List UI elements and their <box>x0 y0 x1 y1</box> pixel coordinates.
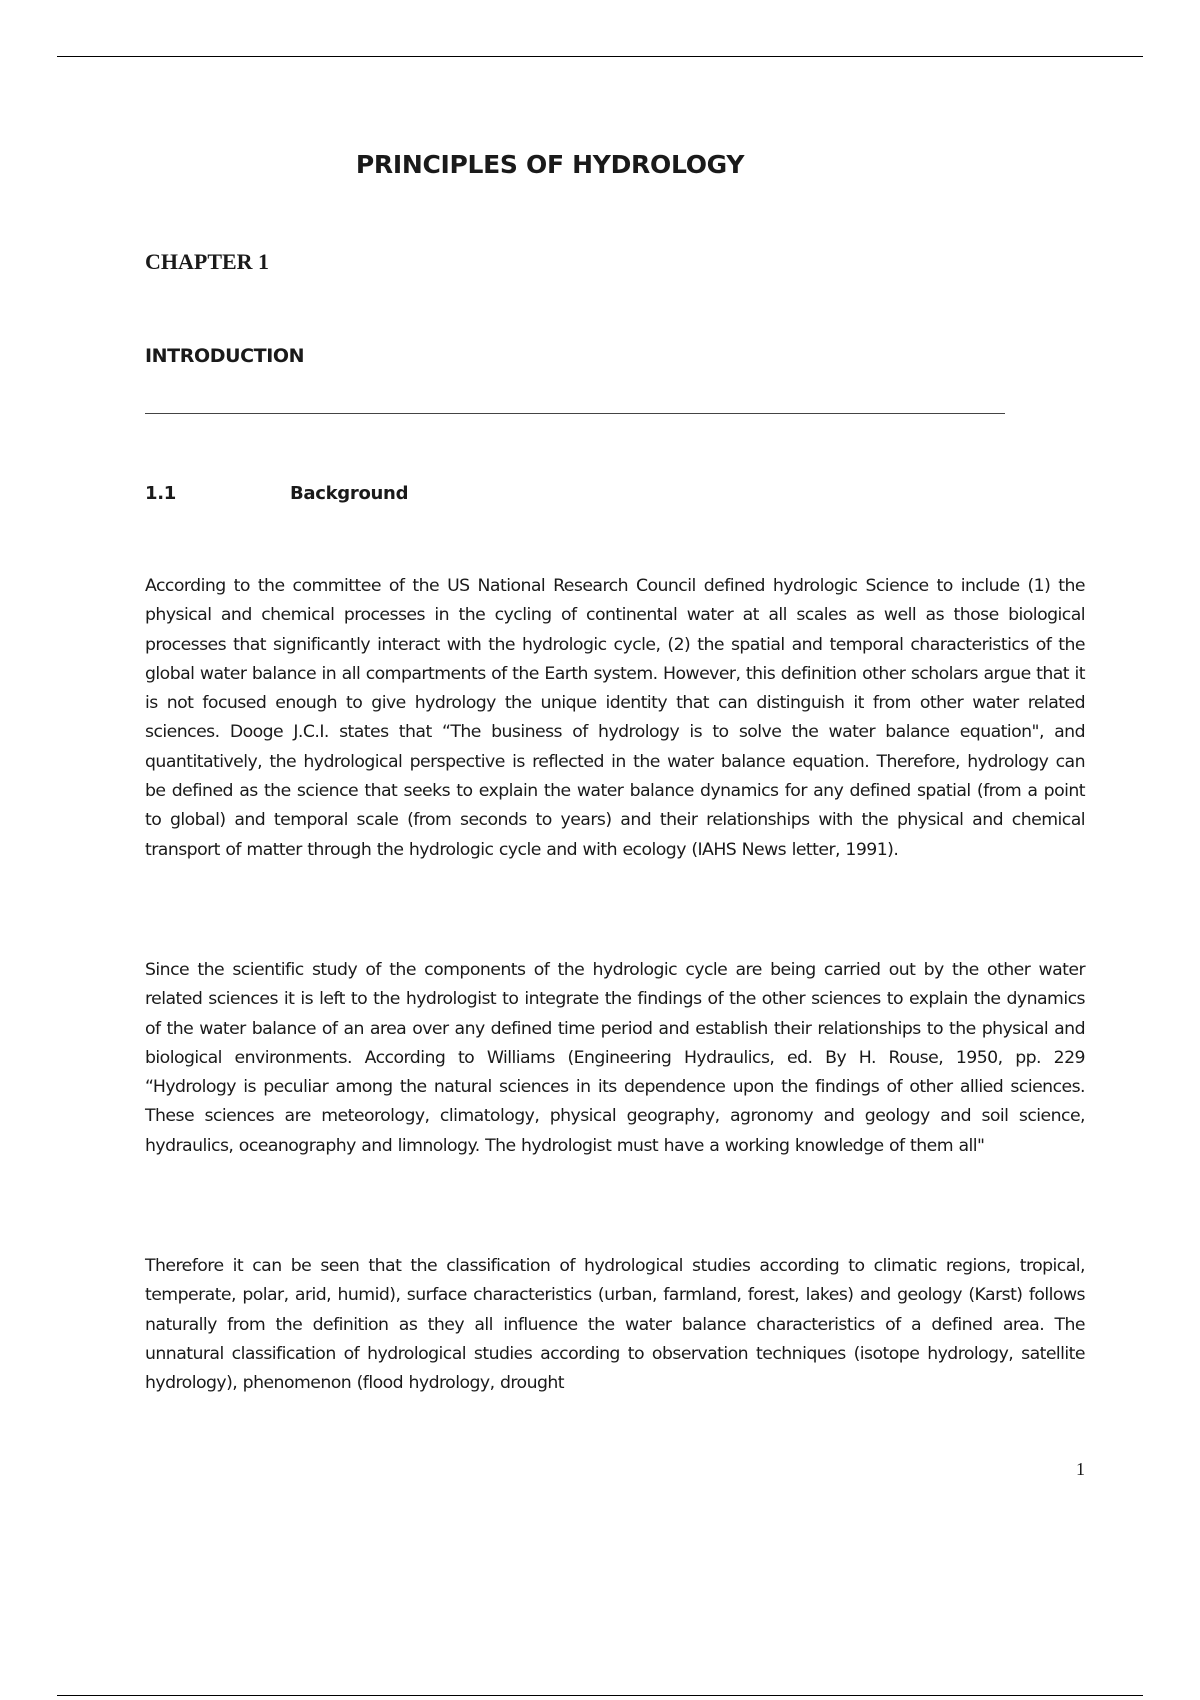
section-number: 1.1 <box>145 483 176 504</box>
bottom-page-rule <box>57 1695 1143 1696</box>
paragraph-3: Therefore it can be seen that the classification of hydrological studies according to climatic regions, tropical, temperate, polar, arid, humid), surface characteristics (urban, farmland, forest, lakes) and geology (Karst) follows naturally from the definition as they all influence the water balance characteristics of a defined area. The unnatural classification of hydrological studies according to observation techniques (isotope hydrology, satellite hydrology), phenomenon (flood hydrology, drought <box>145 1256 1085 1394</box>
document-title: PRINCIPLES OF HYDROLOGY <box>355 150 745 179</box>
section-title: Background <box>290 483 409 504</box>
page-number: 1 <box>1076 1459 1085 1479</box>
paragraph-2: Since the scientific study of the components of the hydrologic cycle are being carried out by the other water related sciences it is left to the hydrologist to integrate the findings of the other sciences to explain the dynamics of the water balance of an area over any defined time period and establish their relationships to the physical and biological environments. According to Williams (Engineering Hydraulics, ed. By H. Rouse, 1950, pp. 229 “Hydrology is peculiar among the natural sciences in its dependence upon the findings of other allied sciences. These sciences are meteorology, climatology, physical geography, agronomy and geology and soil science, hydraulics, oceanography and limnology. The hydrologist must have a working knowledge of them all" <box>145 960 1085 1156</box>
section-divider <box>145 413 1005 414</box>
chapter-title: INTRODUCTION <box>145 345 305 367</box>
paragraph-1: According to the committee of the US National Research Council defined hydrologic Science to include (1) the physical and chemical processes in the cycling of continental water at all scales as well as those biological processes that significantly interact with the hydrologic cycle, (2) the spatial and temporal characteristics of the global water balance in all compartments of the Earth system. However, this definition other scholars argue that it is not focused enough to give hydrology the unique identity that can distinguish it from other water related sciences. Dooge J.C.I. states that “The business of hydrology is to solve the water balance equation", and quantitatively, the hydrological perspective is reflected in the water balance equation. Therefore, hydrology can be defined as the science that seeks to explain the water balance dynamics for any defined spatial (from a point to global) and temporal scale (from seconds to years) and their relationships with the physical and chemical transport of matter through the hydrologic cycle and with ecology (IAHS News letter, 1991). <box>145 576 1085 860</box>
chapter-label: CHAPTER 1 <box>145 249 270 274</box>
section-heading <box>145 483 408 504</box>
top-page-rule <box>57 56 1143 57</box>
